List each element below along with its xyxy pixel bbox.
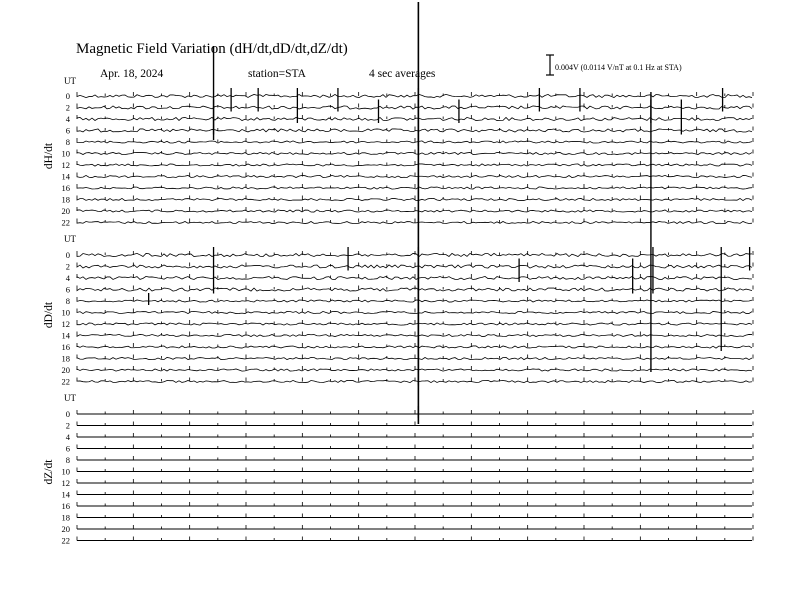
panel-dZ-dt <box>43 393 753 546</box>
row-label: 12 <box>61 478 70 488</box>
row-label: 14 <box>61 489 70 500</box>
row-label: 18 <box>61 353 70 364</box>
row-label: 14 <box>61 330 70 341</box>
trace-line <box>77 380 752 382</box>
row-label: 2 <box>65 420 70 431</box>
row-label: 12 <box>61 160 70 170</box>
chart-date: Apr. 18, 2024 <box>100 68 164 80</box>
row-label: 16 <box>61 183 70 193</box>
panel-dD-dt <box>43 234 753 387</box>
row-label: 0 <box>65 91 70 101</box>
row-label: 4 <box>65 432 70 442</box>
chart-title: Magnetic Field Variation (dH/dt,dD/dt,dZ/dt) <box>76 41 348 57</box>
row-label: 18 <box>61 512 70 523</box>
row-label: 2 <box>65 102 70 113</box>
row-label: 22 <box>61 535 70 546</box>
panel-ylabel: dZ/dt <box>43 459 55 485</box>
row-label: 10 <box>61 466 70 477</box>
row-label: 20 <box>61 206 70 216</box>
panel-ylabel: dD/dt <box>43 301 55 329</box>
row-label: 14 <box>61 171 70 182</box>
scale-bar <box>546 55 554 75</box>
row-label: 12 <box>61 319 70 329</box>
chart-station: station=STA <box>248 68 306 80</box>
row-label: 18 <box>61 194 70 205</box>
row-label: 16 <box>61 342 70 352</box>
row-label: 8 <box>65 455 70 465</box>
row-label: 6 <box>65 284 70 295</box>
panel-ylabel: dH/dt <box>43 142 55 170</box>
row-label: 22 <box>61 217 70 228</box>
row-label: 6 <box>65 125 70 136</box>
row-label: 20 <box>61 524 70 534</box>
row-label: 22 <box>61 376 70 387</box>
row-label: 20 <box>61 365 70 375</box>
row-label: 0 <box>65 250 70 260</box>
scale-label: 0.004V (0.0114 V/nT at 0.1 Hz at STA) <box>555 63 682 72</box>
panel-dH-dt <box>43 76 753 228</box>
row-label: 8 <box>65 137 70 147</box>
row-label: 2 <box>65 261 70 272</box>
ut-label: UT <box>64 393 76 403</box>
row-label: 4 <box>65 114 70 124</box>
row-label: 10 <box>61 307 70 318</box>
row-label: 4 <box>65 273 70 283</box>
row-label: 10 <box>61 148 70 159</box>
row-label: 6 <box>65 443 70 454</box>
row-label: 0 <box>65 409 70 419</box>
row-label: 8 <box>65 296 70 306</box>
ut-label: UT <box>64 76 76 86</box>
row-label: 16 <box>61 501 70 511</box>
ut-label: UT <box>64 234 76 244</box>
chart-averaging: 4 sec averages <box>369 68 436 80</box>
